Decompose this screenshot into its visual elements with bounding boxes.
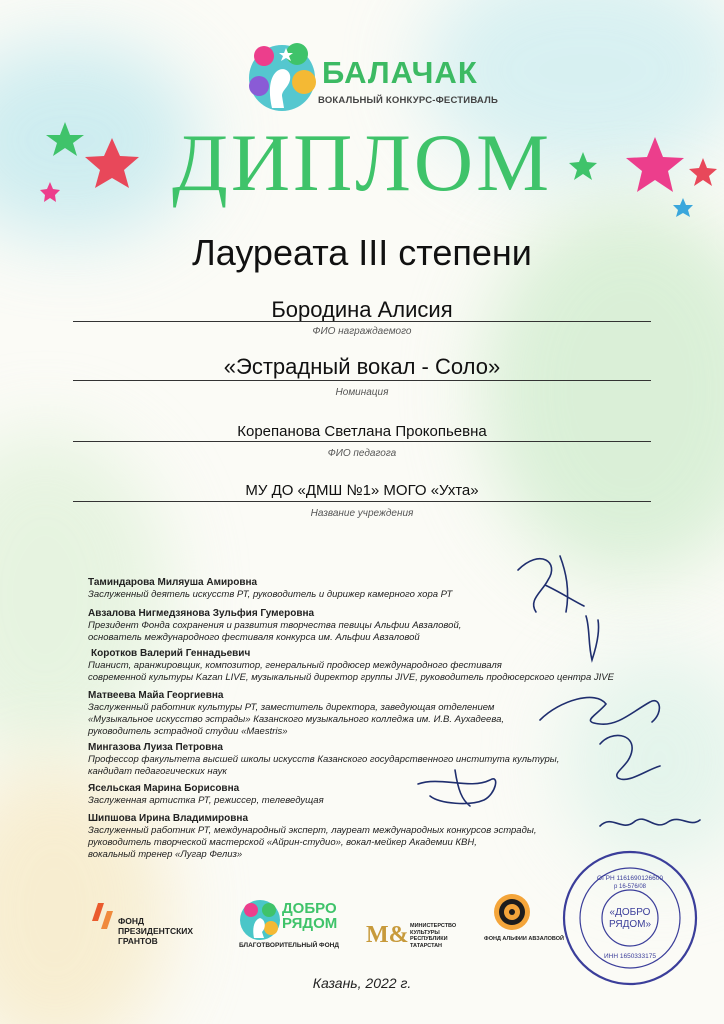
jury-member-desc: основатель международного фестиваля конкурса им. Альфии Авзаловой [88, 632, 420, 643]
sponsor-avzalova-fund: ФОНД АЛЬФИИ АВЗАЛОВОЙ [484, 936, 564, 942]
sponsor-text: МИНИСТЕРСТВО [410, 923, 457, 929]
sponsor-dobro-ryadom-sub: БЛАГОТВОРИТЕЛЬНЫЙ ФОНД [239, 942, 339, 949]
sponsor-text: ФОНД [118, 916, 145, 926]
jury-member-name: Мингазова Луиза Петровна [88, 742, 223, 753]
sponsor-text: ТАТАРСТАН [410, 942, 443, 949]
ministry-logo-icon: M& [366, 922, 409, 948]
jury-member-desc: вокальный тренер «Лугар Фелиз» [88, 849, 243, 860]
stamp-number: р 16-576/08 [613, 884, 647, 890]
presidential-grants-icon [92, 903, 118, 929]
sponsor-text: РЯДОМ [282, 915, 338, 932]
jury-member-desc: современной культуры Kazan LIVE, музыкальный директор группы JIVE, руководитель продюсерского центра JIVE [88, 672, 614, 683]
signature-scribble [540, 697, 659, 724]
jury-member-name: Ясельская Марина Борисовна [88, 783, 240, 794]
dobro-ryadom-logo-icon [238, 898, 282, 942]
organization-stamp [560, 848, 700, 988]
sponsor-dobro-ryadom [282, 901, 337, 931]
jury-member-name: Авзалова Нигмедзянова Зульфия Гумеровна [88, 608, 315, 619]
institution-caption: Название учреждения [310, 508, 414, 519]
jury-member-desc: Заслуженная артистка РТ, режиссер, телеведущая [88, 795, 324, 806]
sponsor-text: ГРАНТОВ [118, 936, 158, 946]
jury-member-name: Коротков Валерий Геннадьевич [91, 648, 251, 659]
diploma-title: ДИПЛОМ [171, 117, 553, 208]
jury-member-name: Матвеева Майа Георгиевна [88, 690, 224, 701]
jury-member-desc: Профессор факультета высшей школы искусств Казанского государственного института культуры, [88, 754, 560, 765]
signature-scribble [600, 735, 660, 779]
jury-member-name: Шипшова Ирина Владимировна [88, 813, 248, 824]
institution-value: МУ ДО «ДМШ №1» МОГО «Ухта» [245, 482, 479, 499]
jury-member-name: Таминдарова Миляуша Амировна [88, 577, 258, 588]
sponsor-text: РЕСПУБЛИКИ [410, 936, 448, 942]
jury-member-desc: Президент Фонда сохранения и развития творчества певицы Альфии Авзаловой, [88, 620, 462, 631]
stamp-ogrn: ОГРН 1161690126600 [597, 875, 663, 882]
city-year: Казань, 2022 г. [312, 975, 412, 991]
sponsor-text: ПРЕЗИДЕНТСКИХ [118, 926, 194, 936]
stamp-center-line: «ДОБРО [609, 907, 651, 918]
degree-title: Лауреата III степени [192, 232, 532, 273]
signature-scribble [518, 556, 584, 612]
avzalova-fund-logo-icon [492, 892, 532, 932]
nomination-value: «Эстрадный вокал - Соло» [223, 354, 501, 379]
sponsor-ministry [410, 923, 456, 949]
sponsor-text: КУЛЬТУРЫ [410, 929, 440, 936]
awardee-caption: ФИО награждаемого [312, 326, 412, 337]
jury-member-desc: «Музыкальное искусство эстрады» Казанского музыкального колледжа им. И.В. Аухадеева, [88, 714, 505, 725]
awardee-name: Бородина Алисия [271, 297, 453, 322]
jury-member-desc: Заслуженный работник РТ, международный эксперт, лауреат международных конкурсов эстрады, [88, 825, 537, 836]
sponsor-presidential-grants [118, 916, 193, 946]
jury-member-desc: руководитель эстрадной студии «Maestris» [88, 726, 288, 737]
nomination-caption: Номинация [335, 387, 389, 398]
signature-scribble [600, 819, 700, 826]
sponsor-text: ДОБРО [282, 900, 337, 917]
jury-member-desc: Заслуженный работник культуры РТ, заместитель директора, заведующая отделением [88, 702, 495, 713]
jury-member-desc: руководитель творческой мастерской «Айрин-студио», вокал-мейкер Академии КВН, [88, 837, 477, 848]
signature-scribble [586, 616, 599, 660]
jury-member-desc: Заслуженный деятель искусств РТ, руководитель и дирижер камерного хора РТ [88, 589, 453, 600]
teacher-caption: ФИО педагога [327, 448, 397, 459]
stamp-center-line: РЯДОМ» [608, 919, 652, 930]
logo-subtitle: ВОКАЛЬНЫЙ КОНКУРС-ФЕСТИВАЛЬ [318, 95, 498, 106]
teacher-value: Корепанова Светлана Прокопьевна [237, 423, 487, 440]
stamp-inn: ИНН 1650333175 [603, 953, 657, 960]
logo-title: БАЛАЧАК [322, 55, 478, 90]
jury-member-desc: кандидат педагогических наук [88, 766, 227, 777]
signature-scribble [418, 770, 496, 806]
jury-member-desc: Пианист, аранжировщик, композитор, генеральный продюсер международного фестиваля [88, 660, 502, 671]
